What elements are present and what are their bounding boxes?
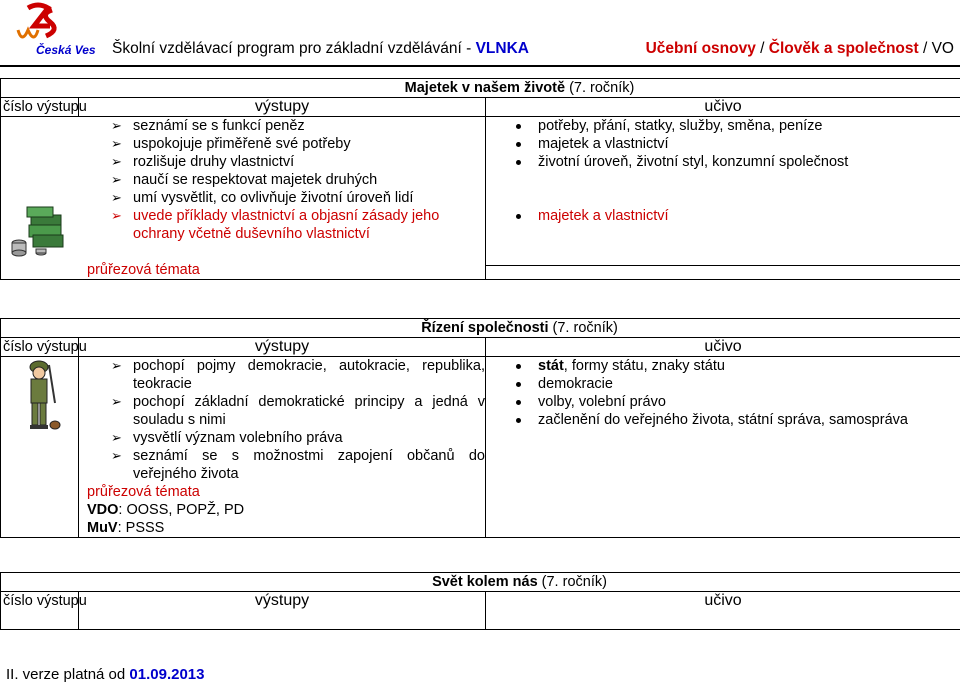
col-outputs-header: výstupy	[79, 592, 486, 630]
program-title	[112, 40, 529, 58]
section-code: / VO	[918, 40, 954, 57]
block-rizeni	[0, 318, 960, 538]
money-icon	[11, 205, 69, 264]
title-text: Majetek v našem životě	[404, 80, 566, 96]
list-item: ➢ umí vysvětlit, co ovlivňuje životní úroveň lidí	[109, 189, 485, 207]
block-title	[1, 79, 960, 98]
block-title	[1, 319, 960, 338]
col-content-header: učivo	[486, 592, 960, 630]
col-outputs-header: výstupy	[79, 338, 486, 357]
col-number-header: číslo výstupu	[1, 338, 79, 357]
list-item: ➢ uspokojuje přiměřeně své potřeby	[109, 135, 485, 153]
list-item: majetek a vlastnictví	[516, 135, 960, 153]
vdo-label: VDO	[87, 502, 119, 518]
content-cell	[486, 357, 960, 538]
col-content-header: učivo	[486, 338, 960, 357]
section-label: Učební osnovy	[645, 40, 756, 57]
vdo-value: : OOSS, POPŽ, PD	[118, 502, 245, 518]
outputs-cell	[79, 357, 486, 538]
cell-divider	[486, 265, 960, 266]
block-title	[1, 573, 960, 592]
soldier-icon	[19, 359, 63, 438]
outputs-cell	[1, 117, 486, 280]
list-item: demokracie	[516, 375, 960, 393]
title-text: Svět kolem nás	[432, 574, 538, 590]
content-first-bold: stát	[538, 358, 564, 374]
list-item: ➢ pochopí základní demokratické principy a jedná v souladu s nimi	[109, 393, 485, 429]
list-item: ➢ seznámí se s funkcí peněz	[109, 117, 485, 135]
svg-text:Česká Ves: Česká Ves	[36, 43, 96, 57]
list-item: ➢ vysvětlí význam volebního práva	[109, 429, 485, 447]
block-svet	[0, 572, 960, 630]
school-logo	[8, 2, 104, 64]
program-name: VLNKA	[475, 40, 529, 57]
header-divider	[0, 65, 960, 67]
section-subject: Člověk a společnost	[768, 40, 919, 57]
cross-topics-label: průřezová témata	[87, 262, 200, 278]
content-cell	[486, 117, 960, 280]
content-first-rest: , formy státu, znaky státu	[563, 358, 725, 374]
list-item: ➢ seznámí se s možnostmi zapojení občanů do veřejného života	[109, 447, 485, 483]
section-breadcrumb	[646, 40, 954, 58]
title-grade: (7. ročník)	[537, 574, 607, 590]
cross-topics-label: průřezová témata	[87, 484, 200, 500]
footer-version	[6, 666, 204, 683]
title-grade: (7. ročník)	[565, 80, 635, 96]
title-text: Řízení společnosti	[421, 320, 549, 336]
list-item: ➢ rozlišuje druhy vlastnictví	[109, 153, 485, 171]
col-outputs-header: výstupy	[79, 98, 486, 117]
list-item: potřeby, přání, statky, služby, směna, peníze	[516, 117, 960, 135]
muv-label: MuV	[87, 520, 118, 536]
list-item	[516, 357, 960, 375]
footer-label: II. verze platná od	[6, 666, 130, 683]
list-item: ➢ naučí se respektovat majetek druhých	[109, 171, 485, 189]
title-grade: (7. ročník)	[548, 320, 618, 336]
col-number-header: číslo výstupu	[1, 98, 79, 117]
col-content-header: učivo	[486, 98, 960, 117]
program-title-text: Školní vzdělávací program pro základní vzdělávání -	[112, 40, 476, 57]
footer-date: 01.09.2013	[129, 666, 205, 683]
block-majetek	[0, 78, 960, 280]
outputs-list	[79, 357, 485, 483]
list-item: životní úroveň, životní styl, konzumní společnost	[516, 153, 960, 171]
list-item: ➢ pochopí pojmy demokracie, autokracie, republika, teokracie	[109, 357, 485, 393]
outputs-list	[101, 117, 485, 243]
col-number-header: číslo výstupu	[1, 592, 79, 630]
muv-value: : PSSS	[117, 520, 165, 536]
list-item: volby, volební právo	[516, 393, 960, 411]
number-cell	[1, 357, 79, 538]
list-item-highlight: ➢ uvede příklady vlastnictví a objasní zásady jeho ochrany včetně duševního vlastnictví	[109, 207, 485, 243]
muv-line	[87, 519, 485, 537]
content-list	[486, 117, 960, 225]
vdo-line	[87, 501, 485, 519]
list-item-highlight: majetek a vlastnictví	[516, 207, 960, 225]
content-list	[486, 357, 960, 429]
list-item: začlenění do veřejného života, státní správa, samospráva	[516, 411, 960, 429]
breadcrumb-sep: /	[755, 40, 769, 57]
